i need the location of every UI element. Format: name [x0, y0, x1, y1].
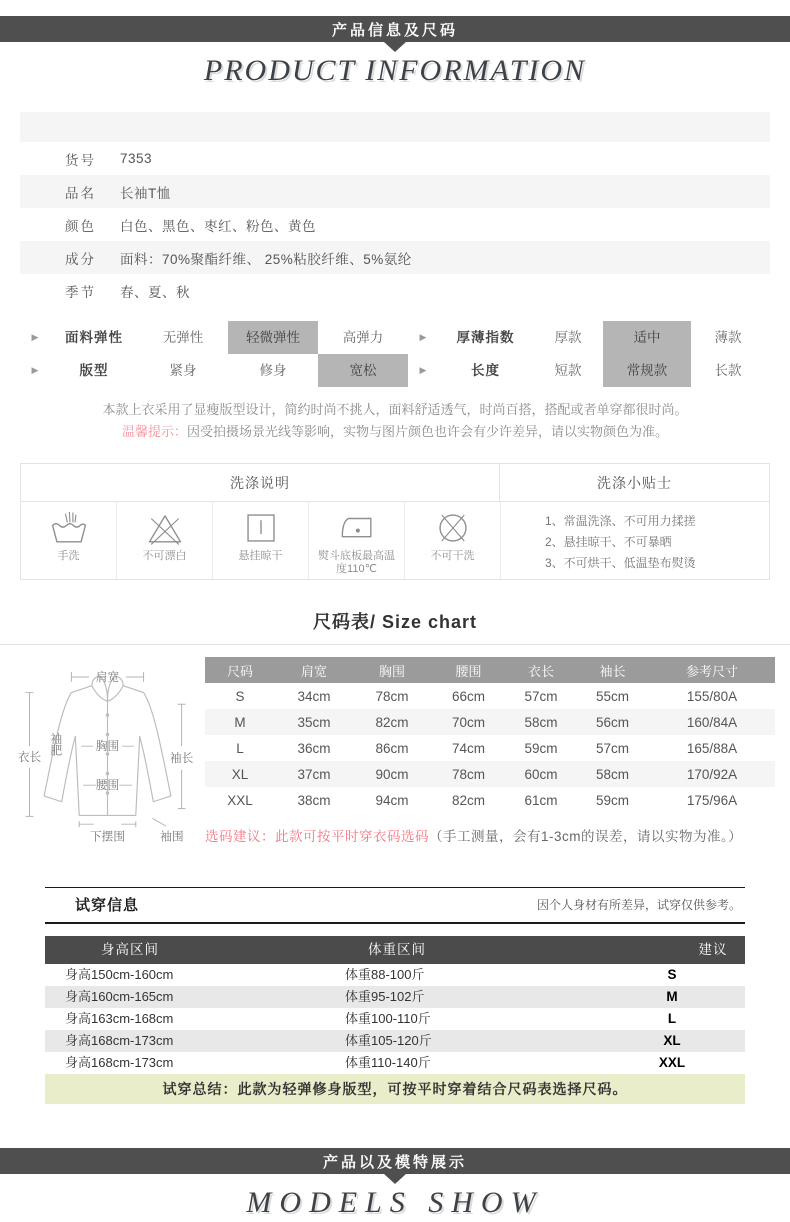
size-cell: 57cm	[595, 740, 629, 756]
washing-tips-list	[501, 502, 769, 579]
size-cell: 55cm	[595, 688, 629, 704]
fit-row-xl	[45, 1030, 745, 1052]
banner-arrow-down-icon	[384, 1174, 406, 1184]
wash-cell-hang-dry	[213, 502, 309, 579]
size-cell: 155/80A	[686, 688, 738, 704]
info-value: 长袖T恤	[120, 185, 171, 201]
size-note-detail: （手工测量，会有1-3cm的误差，请以实物为准。）	[429, 829, 743, 844]
wash-cell-no-bleach	[117, 502, 213, 579]
size-cell: 36cm	[297, 740, 331, 756]
diagram-label-sleeve-width: 袖肥	[49, 732, 63, 756]
attr-option-selected: 轻微弹性	[228, 321, 318, 354]
attr-option: 紧身	[169, 363, 197, 378]
attr-option: 薄款	[714, 330, 742, 345]
size-col-header: 袖长	[599, 663, 626, 679]
size-cell: 58cm	[524, 714, 558, 730]
warm-tip-prefix: 温馨提示：	[121, 424, 187, 439]
banner-title: 产品信息及尺码	[331, 21, 458, 39]
size-chart-section	[0, 657, 790, 849]
size-cell: 59cm	[595, 792, 629, 808]
fit-size: XXL	[658, 1055, 686, 1070]
size-cell: 78cm	[451, 766, 485, 782]
fit-height: 身高168cm-173cm	[65, 1033, 174, 1048]
size-row-xl	[205, 761, 775, 787]
diagram-label-hem: 下摆围	[89, 830, 126, 844]
description-line: 本款上衣采用了显瘦版型设计，简约时尚不挑人，面料舒适透气，时尚百搭，搭配或者单穿都很时尚。	[102, 402, 688, 417]
diagram-label-bust: 胸围	[95, 740, 120, 754]
product-description	[0, 399, 790, 443]
arrow-right-icon: ▶	[31, 332, 39, 342]
size-cell: 74cm	[451, 740, 485, 756]
wash-cell-hand-wash	[21, 502, 117, 579]
wash-cell-iron-low	[309, 502, 405, 579]
size-row-xxl	[205, 787, 775, 813]
fit-size: S	[667, 967, 677, 982]
info-row-item-number	[20, 142, 770, 175]
size-cell: 82cm	[375, 714, 409, 730]
section-subtitle-en: PRODUCT INFORMATION	[203, 54, 587, 87]
washing-tip: 2、悬挂晾干、不可暴晒	[545, 535, 672, 549]
washing-body	[21, 502, 769, 579]
info-label: 颜色	[65, 218, 96, 234]
description-warm-tip	[0, 421, 790, 443]
info-label: 品名	[65, 185, 96, 201]
size-col-header: 衣长	[527, 663, 554, 679]
no-bleach-icon	[142, 509, 188, 547]
fit-row-s	[45, 964, 745, 986]
size-cell: 38cm	[297, 792, 331, 808]
attr-option: 修身	[259, 363, 287, 378]
fit-height: 身高160cm-165cm	[65, 989, 174, 1004]
attr-option: 无弹性	[162, 330, 204, 345]
attribute-indicators	[20, 321, 770, 387]
fit-size: M	[666, 989, 678, 1004]
fit-weight: 体重100-110斤	[345, 1011, 431, 1026]
attr-option-selected: 常规款	[603, 354, 691, 387]
attr-group-label: 长度	[471, 363, 500, 378]
size-cell: L	[236, 740, 244, 756]
washing-tip: 1、常温洗涤、不可用力揉搓	[545, 514, 696, 528]
info-value: 7353	[120, 151, 153, 166]
fit-height: 身高163cm-168cm	[65, 1011, 174, 1026]
size-col-header: 尺码	[226, 663, 253, 679]
arrow-right-icon: ▶	[419, 332, 427, 342]
diagram-label-sleeve-length: 袖长	[169, 751, 194, 765]
size-cell: 34cm	[297, 688, 331, 704]
size-cell: 56cm	[595, 714, 629, 730]
size-cell: 170/92A	[686, 766, 738, 782]
shirt-diagram	[10, 657, 205, 849]
fit-row-l	[45, 1008, 745, 1030]
size-selection-note	[205, 825, 790, 845]
size-cell: 90cm	[375, 766, 409, 782]
info-label: 成分	[65, 251, 96, 267]
no-dry-clean-icon	[430, 509, 476, 547]
warm-tip-text: 因受拍摄场景光线等影响，实物与图片颜色也许会有少许差异，请以实物颜色为准。	[187, 424, 669, 439]
size-col-header: 肩宽	[300, 663, 327, 679]
size-row-s	[205, 683, 775, 709]
attr-group-label: 厚薄指数	[456, 330, 515, 345]
size-cell: 165/88A	[686, 740, 738, 756]
attr-row-elasticity-thickness	[20, 321, 770, 354]
arrow-right-icon: ▶	[419, 365, 427, 375]
size-cell: 86cm	[375, 740, 409, 756]
size-cell: 37cm	[297, 766, 331, 782]
size-cell: 175/96A	[686, 792, 738, 808]
fitting-info-section	[45, 887, 745, 1104]
product-attributes-table	[20, 112, 770, 307]
banner-arrow-down-icon	[384, 42, 406, 52]
fit-row-m	[45, 986, 745, 1008]
arrow-right-icon: ▶	[31, 365, 39, 375]
attr-row-cut-length	[20, 354, 770, 387]
size-chart-title: 尺码表/ Size chart	[312, 612, 478, 632]
divider	[0, 644, 790, 645]
fit-col-header: 建议码数	[698, 942, 728, 985]
fit-weight: 体重95-102斤	[345, 989, 425, 1004]
size-table-wrap	[205, 657, 790, 849]
washing-tips-title: 洗涤小贴士	[597, 474, 672, 491]
info-label: 货号	[65, 152, 96, 168]
fit-weight: 体重88-100斤	[345, 967, 425, 982]
wash-icon-label: 手洗	[57, 550, 80, 562]
hand-wash-icon	[46, 509, 92, 547]
iron-max110-icon	[334, 509, 380, 547]
size-note-highlight: 选码建议：此款可按平时穿衣码选码	[205, 829, 429, 844]
size-col-header: 腰围	[455, 663, 482, 679]
size-col-header: 参考尺寸	[685, 663, 738, 679]
size-cell: 57cm	[524, 688, 558, 704]
size-row-m	[205, 709, 775, 735]
info-label: 季节	[65, 284, 96, 300]
size-cell: 60cm	[524, 766, 558, 782]
size-cell: 66cm	[451, 688, 485, 704]
info-row-product-name	[20, 175, 770, 208]
attr-option: 长款	[714, 363, 742, 378]
fitting-title-bar	[45, 887, 745, 924]
attr-group-label: 版型	[79, 363, 109, 378]
washing-header	[21, 464, 769, 502]
section-banner-top	[0, 16, 790, 42]
shirt-measurement-diagram	[10, 657, 205, 849]
diagram-label-waist: 腰围	[95, 779, 120, 793]
attr-option-selected: 宽松	[318, 354, 408, 387]
attr-option: 短款	[554, 363, 582, 378]
size-cell: 70cm	[451, 714, 485, 730]
fit-height: 身高150cm-160cm	[65, 967, 174, 982]
info-row-season	[20, 274, 770, 307]
size-cell: 61cm	[524, 792, 558, 808]
wash-icon-label: 悬挂晾干	[238, 550, 283, 562]
size-cell: 160/84A	[686, 714, 738, 730]
size-col-header: 胸围	[378, 663, 405, 679]
fit-weight: 体重110-140斤	[345, 1055, 431, 1070]
attr-option: 高弹力	[342, 330, 384, 345]
size-cell: 78cm	[375, 688, 409, 704]
size-row-l	[205, 735, 775, 761]
banner-title: 产品以及模特展示	[322, 1153, 467, 1171]
size-cell: 59cm	[524, 740, 558, 756]
section-subtitle-en: MODELS SHOW	[246, 1186, 544, 1219]
washing-instructions	[20, 463, 770, 580]
attr-option-selected: 适中	[603, 321, 691, 354]
size-cell: S	[235, 688, 245, 704]
size-cell: XXL	[227, 792, 253, 808]
fit-row-xxl	[45, 1052, 745, 1074]
size-cell: 82cm	[451, 792, 485, 808]
washing-tip: 3、不可烘干、低温垫布熨烫	[545, 556, 696, 570]
page-footer	[0, 1148, 790, 1222]
info-value: 春、夏、秋	[120, 284, 190, 300]
top-spacer	[0, 0, 790, 16]
size-table-header	[205, 657, 775, 683]
fitting-summary: 试穿总结：此款为轻弹修身版型，可按平时穿着结合尺码表选择尺码。	[45, 1074, 745, 1104]
page-header	[0, 16, 790, 90]
section-banner-bottom	[0, 1148, 790, 1174]
fitting-title: 试穿信息	[75, 897, 140, 914]
fit-col-header: 身高区间	[101, 942, 159, 957]
diagram-label-cuff: 袖围	[160, 830, 184, 844]
size-cell: 58cm	[595, 766, 629, 782]
size-cell: M	[234, 714, 246, 730]
diagram-label-garment-length: 衣长	[17, 750, 42, 764]
wash-icon-label: 不可干洗	[430, 550, 475, 562]
size-cell: XL	[231, 766, 249, 782]
fit-size: L	[667, 1011, 677, 1026]
fitting-disclaimer: 因个人身材有所差异，试穿仅供参考。	[536, 898, 741, 912]
fit-weight: 体重105-120斤	[345, 1033, 432, 1048]
table-header-spacer	[20, 112, 770, 142]
fit-height: 身高168cm-173cm	[65, 1055, 174, 1070]
wash-icon-label: 熨斗底板最高温度110℃	[318, 550, 395, 575]
washing-title: 洗涤说明	[21, 464, 500, 501]
fitting-table	[45, 936, 745, 1104]
info-value: 面料：70%聚酯纤维、 25%粘胶纤维、5%氨纶	[120, 251, 412, 267]
diagram-label-shoulder-width: 肩宽	[95, 670, 120, 684]
fit-col-header: 体重区间	[368, 942, 426, 957]
hang-dry-icon	[238, 509, 284, 547]
info-row-colors	[20, 208, 770, 241]
fit-size: XL	[663, 1033, 681, 1048]
size-cell: 35cm	[297, 714, 331, 730]
wash-icon-label: 不可漂白	[142, 550, 187, 562]
wash-cell-no-dry-clean	[405, 502, 501, 579]
size-cell: 94cm	[375, 792, 409, 808]
info-row-composition	[20, 241, 770, 274]
info-value: 白色、黑色、枣红、粉色、黄色	[120, 218, 316, 234]
attr-option: 厚款	[554, 330, 582, 345]
attr-group-label: 面料弹性	[65, 330, 123, 345]
